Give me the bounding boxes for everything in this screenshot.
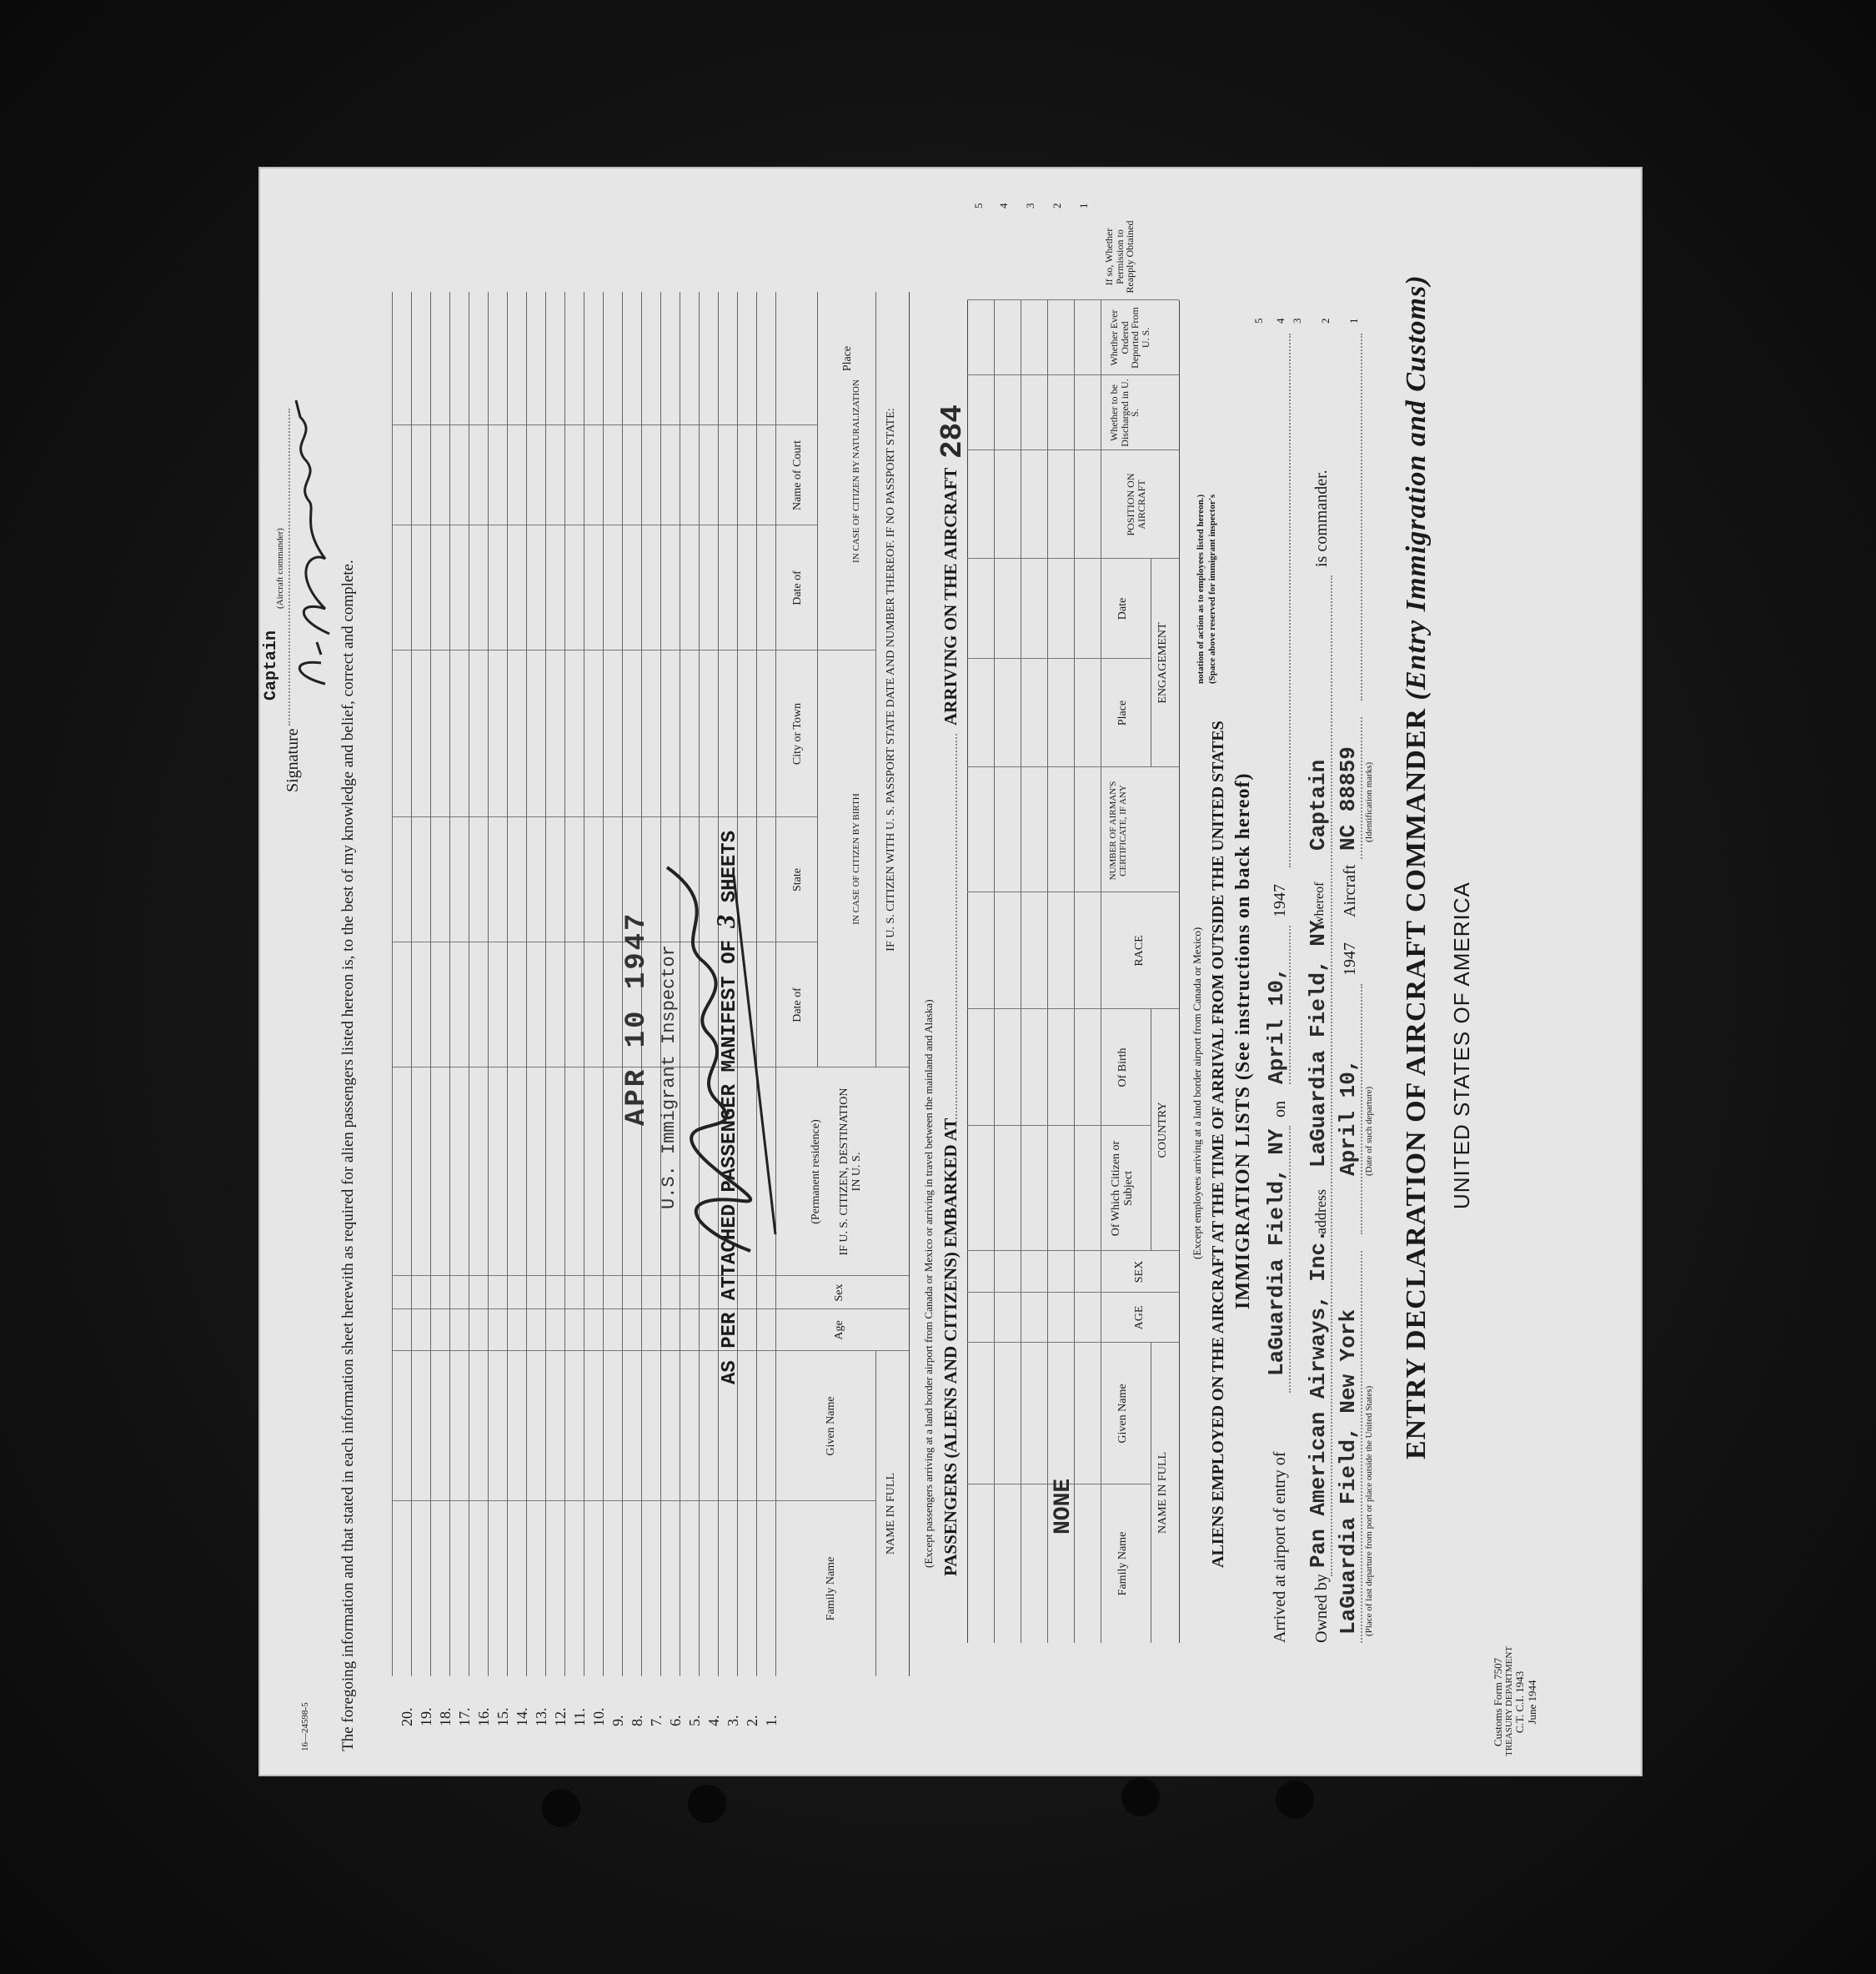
pass-row-number: 16. xyxy=(474,1707,492,1726)
commander-name: Captain xyxy=(1306,759,1331,851)
pass-col-line xyxy=(392,1275,909,1276)
pass-row-number: 7. xyxy=(647,1715,665,1726)
departure-date-caption: (Date of such departure) xyxy=(1364,1086,1374,1176)
commander-signature xyxy=(283,392,342,692)
arrival-date-line xyxy=(1289,926,1291,1084)
pass-col-given-name: Given Name xyxy=(825,1396,837,1456)
pass-row-number: 15. xyxy=(494,1707,511,1726)
is-commander: is commander. xyxy=(1312,470,1331,567)
pass-col-nat-place: Place xyxy=(841,345,854,372)
aliens-col-name-in-full: NAME IN FULL xyxy=(1156,1452,1169,1534)
on-label: on xyxy=(1271,1101,1289,1118)
pass-table-top xyxy=(909,292,910,1676)
arrival-year-prefix: 194 xyxy=(1271,892,1289,917)
aliens-col-race: RACE xyxy=(1133,935,1146,967)
pass-row-number: 4. xyxy=(705,1715,722,1726)
arrival-date: April 10, xyxy=(1264,967,1289,1084)
passengers-embarked-line xyxy=(956,734,957,1126)
signature-label: Signature xyxy=(283,728,302,792)
pass-row-number: 6. xyxy=(666,1715,684,1726)
arrival-year xyxy=(1271,884,1290,917)
manifest-number: 284 xyxy=(935,404,970,459)
aliens-row-line xyxy=(1074,300,1075,1643)
certification-statement: The foregoing information and that stated in each information sheet herewith as required for alien passengers listed hereon is, to the best of my knowledge and belief, correct and complete. xyxy=(339,560,357,1751)
signature-caption: (Aircraft commander) xyxy=(275,528,285,609)
aliens-col-line xyxy=(967,1342,1179,1343)
aliens-col-line xyxy=(967,1008,1179,1009)
aliens-row-number-2: 2 xyxy=(1051,203,1063,208)
punch-hole xyxy=(542,1789,580,1827)
aliens-col-country: COUNTRY xyxy=(1156,1102,1169,1158)
pass-row-line xyxy=(545,292,546,1676)
aliens-row-line xyxy=(1047,300,1048,1643)
departure-place-caption: (Place of last departure from port or place outside the United States) xyxy=(1364,1385,1374,1636)
punch-hole xyxy=(688,1785,726,1823)
aliens-col-given-name: Given Name xyxy=(1116,1384,1129,1444)
pass-col-nat-court: Name of Court xyxy=(791,440,804,510)
pass-row-line xyxy=(564,292,565,1676)
aliens-row-line xyxy=(994,300,995,1643)
departure-date-line xyxy=(1361,984,1362,1234)
pass-row-line xyxy=(526,292,527,1676)
aliens-table-top xyxy=(1179,300,1180,1643)
pass-row-line xyxy=(488,292,489,1676)
aircraft-label: Aircraft xyxy=(1341,864,1359,917)
line-number-2: 2 xyxy=(1319,318,1332,324)
form-id-line-3: C.T. C.I. 1943 xyxy=(1513,1670,1527,1734)
arrival-airport: LaGuardia Field, NY xyxy=(1264,1128,1289,1376)
aliens-col-permission: If so, Whether Permission to Reapply Obtained xyxy=(1103,220,1136,294)
manifest-note-text: AS PER ATTACHED PASSENGER MANIFEST OF xyxy=(719,940,741,1384)
line-4-dots xyxy=(1289,334,1291,867)
year-digit: 7 xyxy=(1341,942,1359,951)
pass-col-by-naturalization: IN CASE OF CITIZEN BY NATURALIZATION xyxy=(851,379,861,563)
departure-year xyxy=(1341,942,1360,976)
inspector-signature xyxy=(650,859,784,1259)
pass-row-number: 3. xyxy=(724,1715,741,1726)
pass-row-number: 20. xyxy=(398,1707,415,1726)
aliens-row-number-4: 4 xyxy=(997,203,1010,208)
inspector-stamp-date: APR 10 1947 xyxy=(621,911,653,1126)
pass-row-number: 19. xyxy=(417,1707,434,1726)
aliens-row-number-1: 1 xyxy=(1077,203,1090,208)
aliens-col-line xyxy=(967,658,1151,659)
reserved-note-1: (Space above reserved for immigrant inspector's xyxy=(1207,494,1217,684)
aliens-subheading: (Except employees arriving at a land border airport from Canada or Mexico) xyxy=(1191,927,1203,1259)
aircraft-id-line xyxy=(1361,717,1362,859)
aliens-col-deported: Whether Ever Ordered Deported From U. S. xyxy=(1108,307,1151,369)
pass-row-number: 14. xyxy=(513,1707,530,1726)
pass-row-number: 18. xyxy=(436,1707,454,1726)
aliens-col-position: POSITION ON AIRCRAFT xyxy=(1125,473,1147,536)
pass-citizen-subline xyxy=(875,292,876,1067)
aliens-col-line xyxy=(967,1250,1179,1251)
owner-line xyxy=(1331,575,1332,1576)
aliens-row-number-3: 3 xyxy=(1024,203,1036,208)
pass-col-line xyxy=(392,1350,909,1351)
line-number-1: 1 xyxy=(1347,318,1360,324)
departure-date: April 10, xyxy=(1336,1058,1361,1176)
pass-col-line xyxy=(392,1500,875,1501)
inspector-stamp-title: U.S. Immigrant Inspector xyxy=(659,945,680,1209)
country-title: UNITED STATES OF AMERICA xyxy=(1449,882,1474,1209)
entry-declaration-form xyxy=(258,167,1643,1776)
form-title-sub: (Entry Immigration and Customs) xyxy=(1401,274,1432,701)
pass-row-number: 12. xyxy=(551,1707,569,1726)
form-id-line-1: Customs Form 7507 xyxy=(1492,1657,1504,1747)
pass-col-sex: Sex xyxy=(833,1283,845,1302)
owned-by-label: Owned by xyxy=(1312,1574,1331,1643)
pass-col-destination-sub: (Permanent residence) xyxy=(810,1119,822,1224)
pass-name-subline xyxy=(875,1351,876,1676)
aliens-col-family-name: Family Name xyxy=(1116,1531,1129,1596)
aliens-row-number-5: 5 xyxy=(972,203,985,208)
departure-place-line xyxy=(1361,1251,1362,1643)
aircraft-id-caption: (Identification marks) xyxy=(1364,761,1374,842)
pass-col-birth-state: State xyxy=(791,868,804,892)
aliens-col-eng-place: Place xyxy=(1116,700,1129,726)
pass-row-line xyxy=(392,292,393,1676)
aliens-col-line xyxy=(967,766,1179,767)
pass-row-number: 2. xyxy=(743,1715,760,1726)
owner-address: LaGuardia Field, NY xyxy=(1306,920,1331,1168)
form-title xyxy=(1401,274,1432,1459)
pass-col-family-name: Family Name xyxy=(825,1556,837,1621)
form-id-line-4: June 1944 xyxy=(1525,1680,1538,1725)
passengers-heading-left: PASSENGERS (ALIENS AND CITIZENS) EMBARKED AT xyxy=(941,1118,961,1576)
aliens-heading: ALIENS EMPLOYED ON THE AIRCRAFT AT THE TIME OF ARRIVAL FROM OUTSIDE THE UNITED STATES xyxy=(1209,721,1227,1568)
aliens-entry-none: NONE xyxy=(1051,1478,1076,1534)
arrival-year-digit: 7 xyxy=(1271,884,1289,892)
reserved-note-2: notation of action as to employees listed hereon.) xyxy=(1196,494,1206,684)
aliens-col-airman-cert: NUMBER OF AIRMAN'S CERTIFICATE, IF ANY xyxy=(1108,781,1128,881)
aliens-col-engagement: ENGAGEMENT xyxy=(1156,622,1169,704)
aliens-col-line xyxy=(967,558,1179,559)
pass-row-number: 10. xyxy=(589,1707,607,1726)
owner: Pan American Airways, Inc. xyxy=(1306,1229,1331,1568)
form-id-block xyxy=(1492,1645,1538,1756)
pass-col-line xyxy=(392,424,817,425)
whereof-label: whereof xyxy=(1312,882,1327,926)
pass-col-age: Age xyxy=(833,1320,845,1340)
manifest-sheets: 3 xyxy=(710,914,740,928)
signer-title: Captain xyxy=(262,630,281,701)
pass-row-number: 5. xyxy=(685,1715,703,1726)
line-number-3: 3 xyxy=(1291,318,1303,324)
pass-row-line xyxy=(507,292,508,1676)
punch-hole xyxy=(1121,1778,1160,1816)
pass-row-number: 13. xyxy=(532,1707,549,1726)
pass-col-by-birth: IN CASE OF CITIZEN BY BIRTH xyxy=(851,793,861,925)
pass-row-number: 17. xyxy=(455,1707,473,1726)
pass-col-birth-city: City or Town xyxy=(791,702,804,766)
aliens-table-bottom xyxy=(967,300,968,1643)
passengers-heading-right: ARRIVING ON THE AIRCRAFT xyxy=(941,467,961,726)
punch-hole xyxy=(1276,1781,1314,1819)
aliens-col-eng-date: Date xyxy=(1116,597,1129,620)
address-label: address xyxy=(1312,1189,1329,1234)
form-wrapper xyxy=(258,167,1643,1776)
departure-place: LaGuardia Field, New York xyxy=(1336,1308,1361,1635)
aliens-col-of-birth: Of Birth xyxy=(1116,1047,1129,1087)
pass-row-line xyxy=(449,292,450,1676)
pass-citizen-subline-2 xyxy=(817,292,818,1067)
aliens-col-line xyxy=(967,374,1179,375)
pass-col-nat-date: Date of xyxy=(791,570,804,605)
year-prefix: 194 xyxy=(1341,951,1359,976)
immigration-heading: IMMIGRATION LISTS (See instructions on back hereof) xyxy=(1232,772,1254,1309)
line-number-4: 4 xyxy=(1274,318,1287,324)
arrived-label: Arrived at airport of entry of xyxy=(1271,1451,1289,1643)
pass-row-line xyxy=(430,292,431,1676)
pass-col-line xyxy=(392,816,817,817)
line-number-5: 5 xyxy=(1252,318,1265,324)
pass-row-line xyxy=(603,292,604,1676)
pass-col-name-in-full: NAME IN FULL xyxy=(885,1473,897,1555)
form-id-line-2: TREASURY DEPARTMENT xyxy=(1504,1645,1515,1756)
pass-row-number: 11. xyxy=(570,1708,588,1726)
pass-row-line xyxy=(411,292,412,1676)
aircraft-id: NC 88859 xyxy=(1336,746,1361,851)
pass-row-number: 1. xyxy=(762,1715,780,1726)
aliens-col-sex: SEX xyxy=(1133,1260,1146,1283)
aliens-col-citizen-of: Of Which Citizen or Subject xyxy=(1110,1140,1135,1237)
aliens-col-line xyxy=(967,299,1179,300)
print-code: 16—24598-5 xyxy=(300,1702,310,1751)
pass-col-citizen-header: IF U. S. CITIZEN WITH U. S. PASSPORT STATE DATE AND NUMBER THEREOF. IF NO PASSPORT STATE: xyxy=(885,408,897,952)
manifest-sheets-suffix: SHEETS xyxy=(719,830,741,903)
arrival-airport-line xyxy=(1289,1126,1291,1393)
form-title-main: ENTRY DECLARATION OF AIRCRAFT COMMANDER xyxy=(1401,707,1432,1459)
pass-row-number: 8. xyxy=(628,1715,645,1726)
aliens-col-line xyxy=(967,1292,1179,1293)
line-1-dots xyxy=(1361,334,1362,701)
pass-col-line xyxy=(392,1308,909,1309)
pass-col-birth-date: Date of xyxy=(791,987,804,1022)
pass-row-number: 9. xyxy=(609,1715,626,1726)
pass-col-destination: IF U. S. CITIZEN, DESTINATION IN U. S. xyxy=(838,1087,863,1256)
aliens-col-discharged: Whether to be Discharged in U. S. xyxy=(1108,379,1141,447)
aliens-col-line xyxy=(967,1125,1151,1126)
passengers-subheading: (Except passengers arriving at a land border airport from Canada or Mexico or arriving in travel between the mainland and Alaska) xyxy=(922,999,935,1568)
aliens-col-age: AGE xyxy=(1133,1305,1146,1330)
